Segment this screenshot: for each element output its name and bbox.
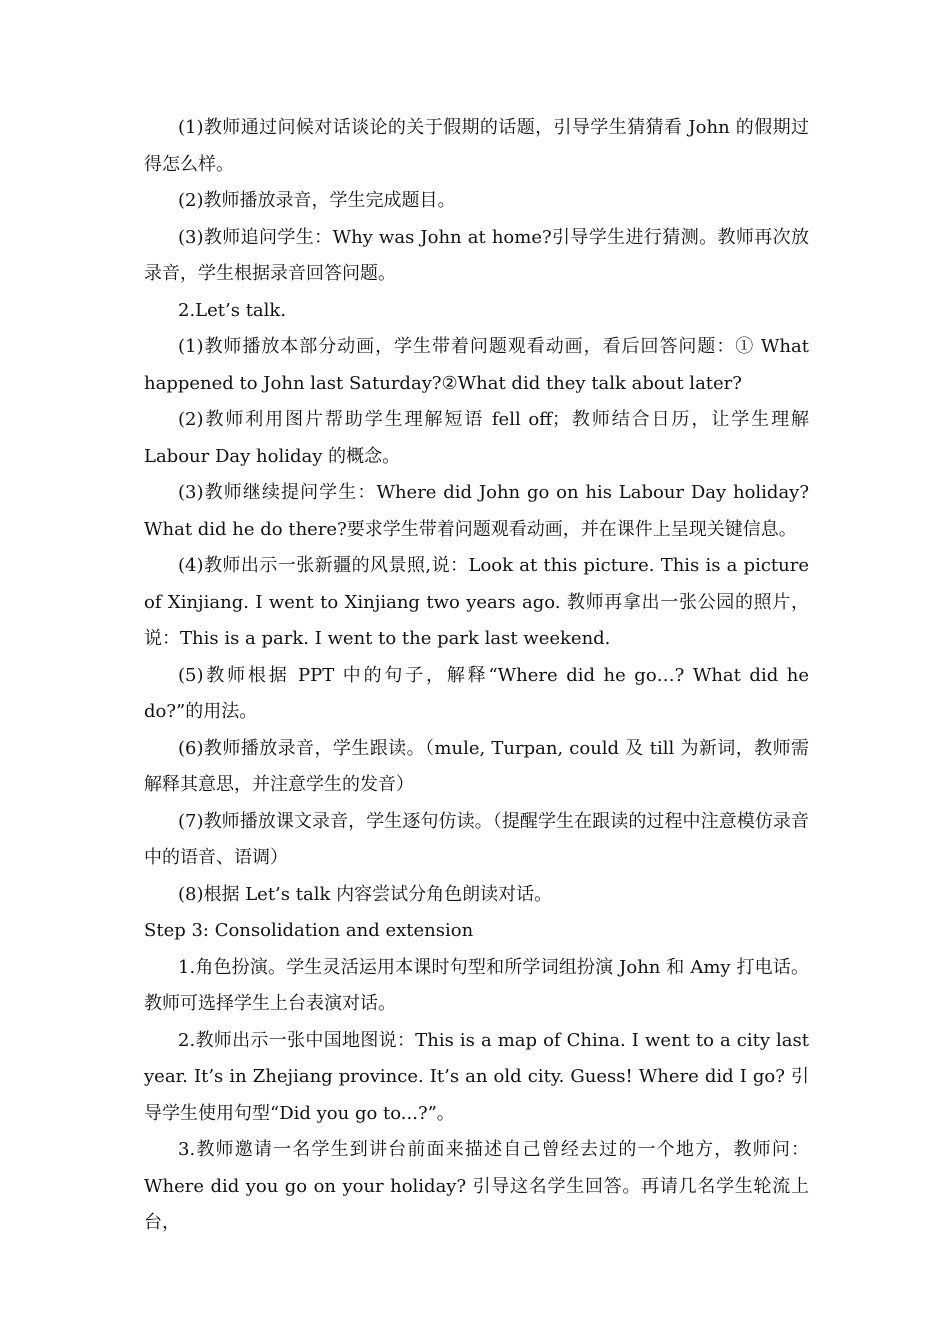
paragraph: (3)教师追问学生：Why was John at home?引导学生进行猜测。教师再次放录音，学生根据录音回答问题。 [144,226,809,284]
paragraph: 1.角色扮演。学生灵活运用本课时句型和所学词组扮演 John 和 Amy 打电话。教师可选择学生上台表演对话。 [144,956,809,1014]
paragraph: (7)教师播放课文录音，学生逐句仿读。（提醒学生在跟读的过程中注意模仿录音中的语音、语调） [144,810,809,868]
document-body [144,110,809,1242]
paragraph: (1)教师播放本部分动画，学生带着问题观看动画，看后回答问题：① What happened to John last Saturday?②What did they talk about later? [144,336,809,394]
paragraph: (8)根据 Let’s talk 内容尝试分角色朗读对话。 [178,883,553,905]
paragraph: (2)教师利用图片帮助学生理解短语 fell off；教师结合日历，让学生理解 Labour Day holiday 的概念。 [144,409,809,467]
paragraph: (4)教师出示一张新疆的风景照,说：Look at this picture. This is a picture of Xinjiang. I went to Xinjiang two years ago. 教师再拿出一张公园的照片，说：This is a park. I went to the park last weekend. [144,555,809,649]
paragraph: (5)教师根据 PPT 中的句子，解释“Where did he go…? What did he do?”的用法。 [144,664,809,722]
step-heading: Step 3: Consolidation and extension [144,920,474,941]
section-heading: 2.Let’s talk. [178,299,287,321]
paragraph: 3.教师邀请一名学生到讲台前面来描述自己曾经去过的一个地方，教师问：Where did you go on your holiday? 引导这名学生回答。再请几名学生轮流上台， [144,1139,809,1233]
paragraph: (1)教师通过问候对话谈论的关于假期的话题，引导学生猜猜看 John 的假期过得怎么样。 [144,117,809,175]
paragraph: (6)教师播放录音，学生跟读。（mule, Turpan, could 及 till 为新词，教师需解释其意思，并注意学生的发音） [144,737,809,795]
paragraph: 2.教师出示一张中国地图说：This is a map of China. I went to a city last year. It’s in Zhejiang province. It’s an old city. Guess! Where did I go? 引导学生使用句型“Did you go to...?”。 [144,1029,809,1124]
paragraph: (3)教师继续提问学生：Where did John go on his Labour Day holiday? What did he do there?要求学生带着问题观看动画，并在课件上呈现关键信息。 [144,482,809,540]
paragraph: (2)教师播放录音，学生完成题目。 [178,190,456,211]
